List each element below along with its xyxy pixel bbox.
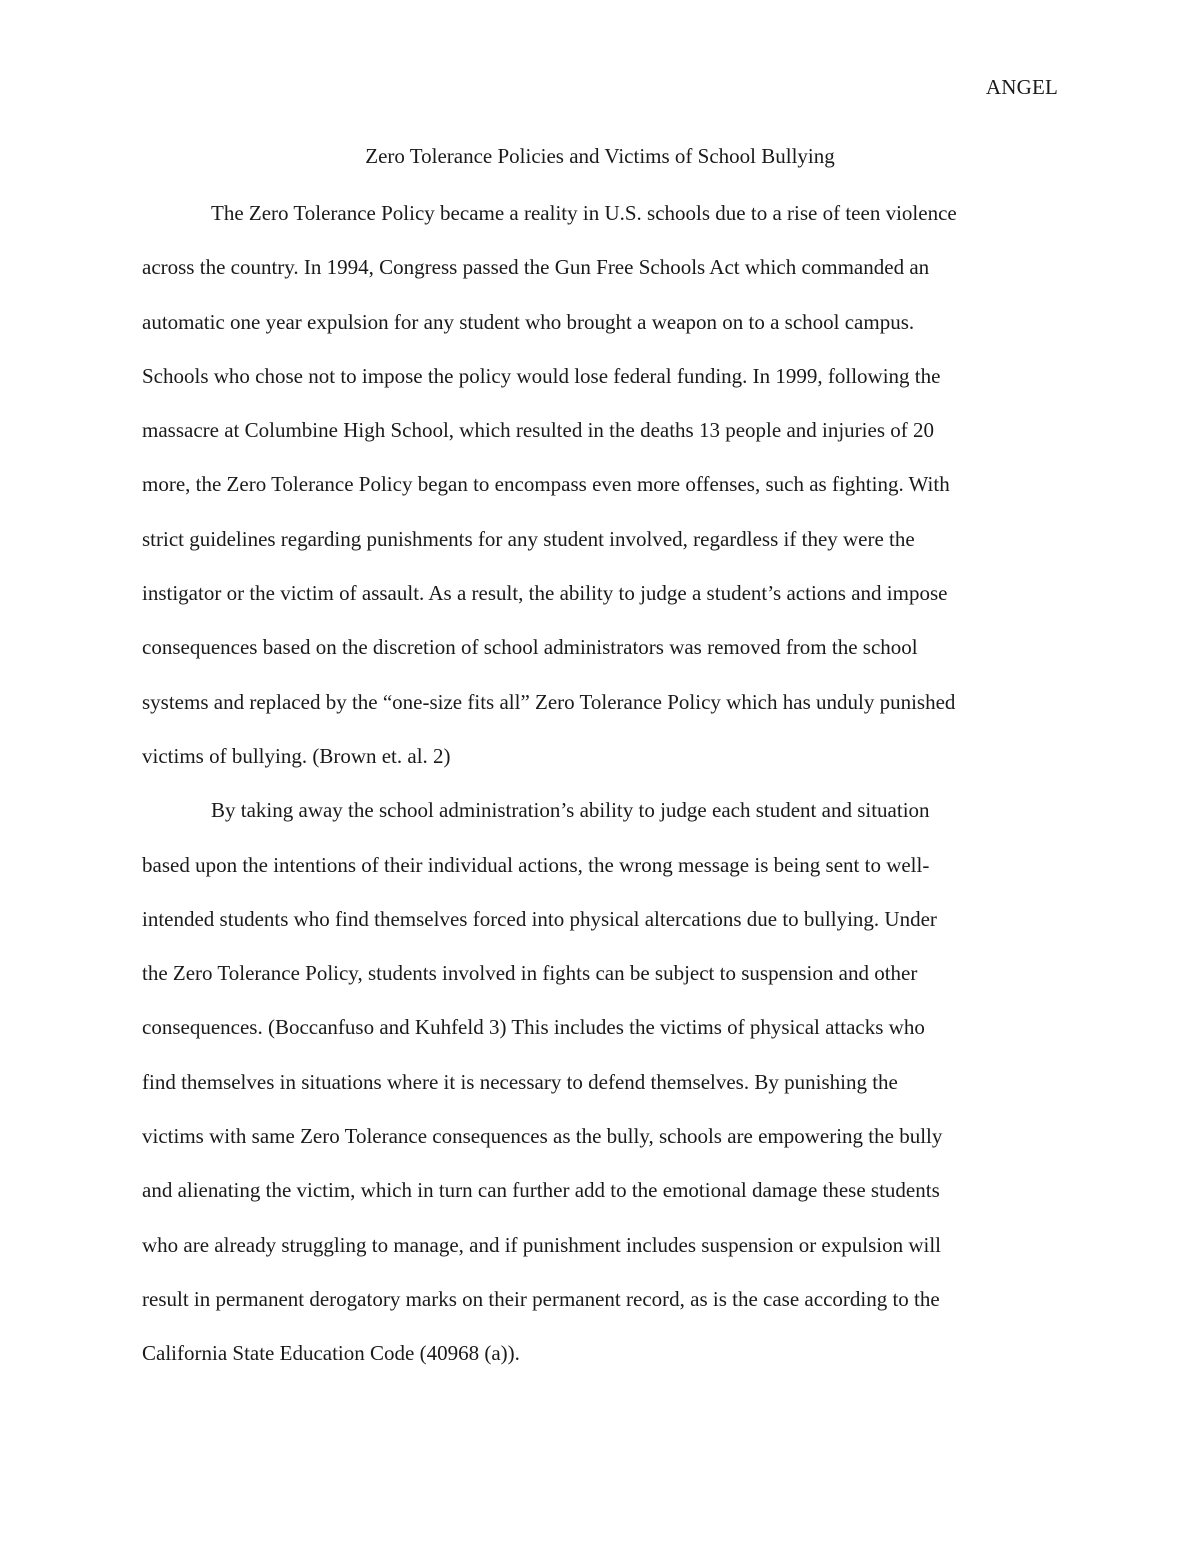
paragraph-line: who are already struggling to manage, and if punishment includes suspension or expulsion will	[142, 1232, 942, 1257]
paragraph-line: find themselves in situations where it is necessary to defend themselves. By punishing the	[142, 1069, 898, 1094]
paragraph-line: and alienating the victim, which in turn can further add to the emotional damage these students	[142, 1178, 940, 1203]
paragraph-line: massacre at Columbine High School, which resulted in the deaths 13 people and injuries of 20	[142, 418, 934, 443]
paragraph-line: across the country. In 1994, Congress passed the Gun Free Schools Act which commanded an	[142, 255, 930, 280]
document-body	[142, 186, 1058, 1381]
paragraph-line: victims with same Zero Tolerance consequences as the bully, schools are empowering the bully	[142, 1124, 943, 1149]
paragraph-line: systems and replaced by the “one-size fits all” Zero Tolerance Policy which has unduly punished	[142, 689, 956, 714]
paragraph-2	[142, 783, 1058, 1380]
paragraph-line: more, the Zero Tolerance Policy began to encompass even more offenses, such as fighting. With	[142, 472, 950, 497]
paragraph-line: California State Education Code (40968 (a)).	[142, 1341, 520, 1366]
paragraph-line: intended students who find themselves forced into physical altercations due to bullying. Under	[142, 906, 937, 931]
paragraph-line: automatic one year expulsion for any student who brought a weapon on to a school campus.	[142, 309, 915, 334]
paragraph-line: The Zero Tolerance Policy became a reality in U.S. schools due to a rise of teen violence	[211, 201, 957, 225]
running-head: ANGEL	[985, 75, 1058, 99]
paragraph-line: Schools who chose not to impose the policy would lose federal funding. In 1999, following the	[142, 363, 941, 388]
paragraph-line: based upon the intentions of their individual actions, the wrong message is being sent to well-	[142, 852, 930, 877]
document-title: Zero Tolerance Policies and Victims of School Bullying	[365, 144, 835, 168]
paragraph-line: consequences. (Boccanfuso and Kuhfeld 3) This includes the victims of physical attacks who	[142, 1015, 925, 1040]
paragraph-line: victims of bullying. (Brown et. al. 2)	[142, 743, 451, 768]
paragraph-line: the Zero Tolerance Policy, students involved in fights can be subject to suspension and other	[142, 961, 918, 986]
paragraph-line: strict guidelines regarding punishments for any student involved, regardless if they were the	[142, 526, 915, 551]
paragraph-line: consequences based on the discretion of school administrators was removed from the school	[142, 635, 918, 660]
paragraph-line: By taking away the school administration’s ability to judge each student and situation	[211, 798, 930, 823]
paragraph-line: instigator or the victim of assault. As a result, the ability to judge a student’s actions and impose	[142, 581, 948, 606]
paragraph-1	[142, 186, 1058, 783]
paragraph-line: result in permanent derogatory marks on their permanent record, as is the case according to the	[142, 1286, 940, 1311]
